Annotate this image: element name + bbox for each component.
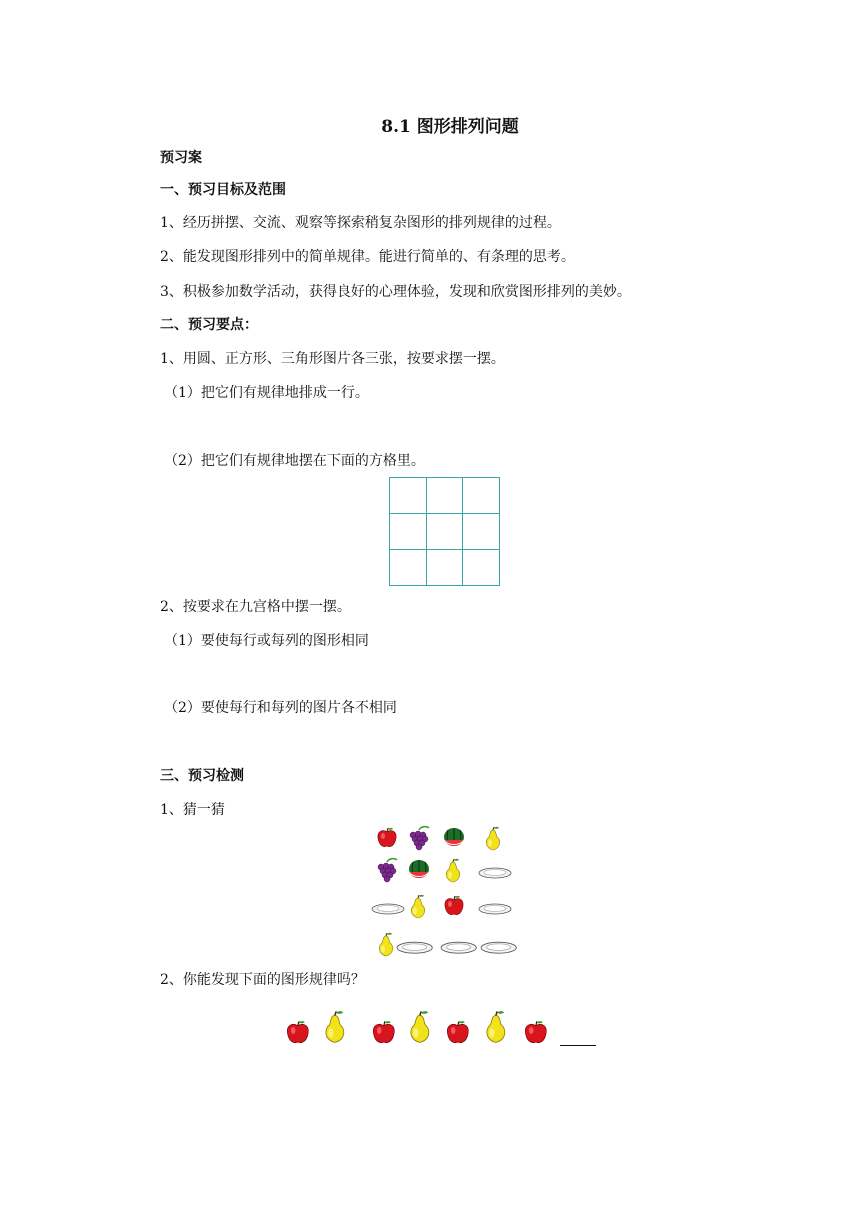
grapes-icon [375, 858, 399, 884]
grid-cell [426, 478, 463, 514]
plate-icon [440, 940, 477, 955]
apple-icon [370, 1019, 398, 1047]
part1-item-2: 2、能发现图形排列中的简单规律。能进行简单的、有条理的思考。 [160, 249, 575, 265]
plate-icon [396, 940, 433, 955]
page-title: 8.1 图形排列问题 [381, 117, 519, 137]
pear-icon [442, 858, 464, 884]
watermelon-icon [442, 826, 466, 850]
part2-question-2b: （2）要使每行和每列的图片各不相同 [164, 700, 397, 716]
part3-question-2: 2、你能发现下面的图形规律吗？ [160, 972, 365, 988]
pear-icon [481, 1010, 511, 1045]
plate-icon [478, 866, 512, 880]
pear-icon [405, 1010, 435, 1045]
part2-question-1a: （1）把它们有规律地排成一行。 [164, 385, 369, 401]
plate-icon [478, 902, 512, 916]
grid-cell [390, 514, 427, 550]
part2-question-2: 2、按要求在九宫格中摆一摆。 [160, 599, 351, 615]
pear-icon [407, 894, 429, 920]
apple-icon [284, 1019, 312, 1047]
watermelon-icon [407, 858, 431, 882]
grid-cell [463, 478, 500, 514]
part3-heading: 三、预习检测 [160, 768, 244, 784]
grid-cell [390, 478, 427, 514]
apple-icon [444, 1019, 472, 1047]
section-prestudy: 预习案 [160, 150, 202, 166]
part2-question-1b: （2）把它们有规律地摆在下面的方格里。 [164, 453, 425, 469]
answer-blank[interactable] [560, 1044, 596, 1046]
part1-item-1: 1、经历拼摆、交流、观察等探索稍复杂图形的排列规律的过程。 [160, 215, 561, 231]
grid-cell [426, 550, 463, 586]
apple-icon [375, 826, 399, 850]
part2-heading: 二、预习要点： [160, 317, 258, 333]
grid-cell [426, 514, 463, 550]
pear-icon [320, 1010, 350, 1045]
nine-square-grid [389, 477, 500, 586]
part3-question-1: 1、猜一猜 [160, 802, 225, 818]
grid-cell [463, 514, 500, 550]
plate-icon [371, 902, 405, 916]
part2-question-2a: （1）要使每行或每列的图形相同 [164, 633, 369, 649]
part1-item-3: 3、积极参加数学活动，获得良好的心理体验，发现和欣赏图形排列的美妙。 [160, 284, 631, 300]
part1-heading: 一、预习目标及范围 [160, 182, 286, 198]
part2-question-1: 1、用圆、正方形、三角形图片各三张，按要求摆一摆。 [160, 351, 505, 367]
pear-icon [375, 932, 397, 958]
grid-cell [463, 550, 500, 586]
pear-icon [482, 826, 504, 852]
grapes-icon [407, 826, 431, 852]
apple-icon [522, 1019, 550, 1047]
apple-icon [442, 894, 466, 918]
plate-icon [480, 940, 517, 955]
grid-cell [390, 550, 427, 586]
